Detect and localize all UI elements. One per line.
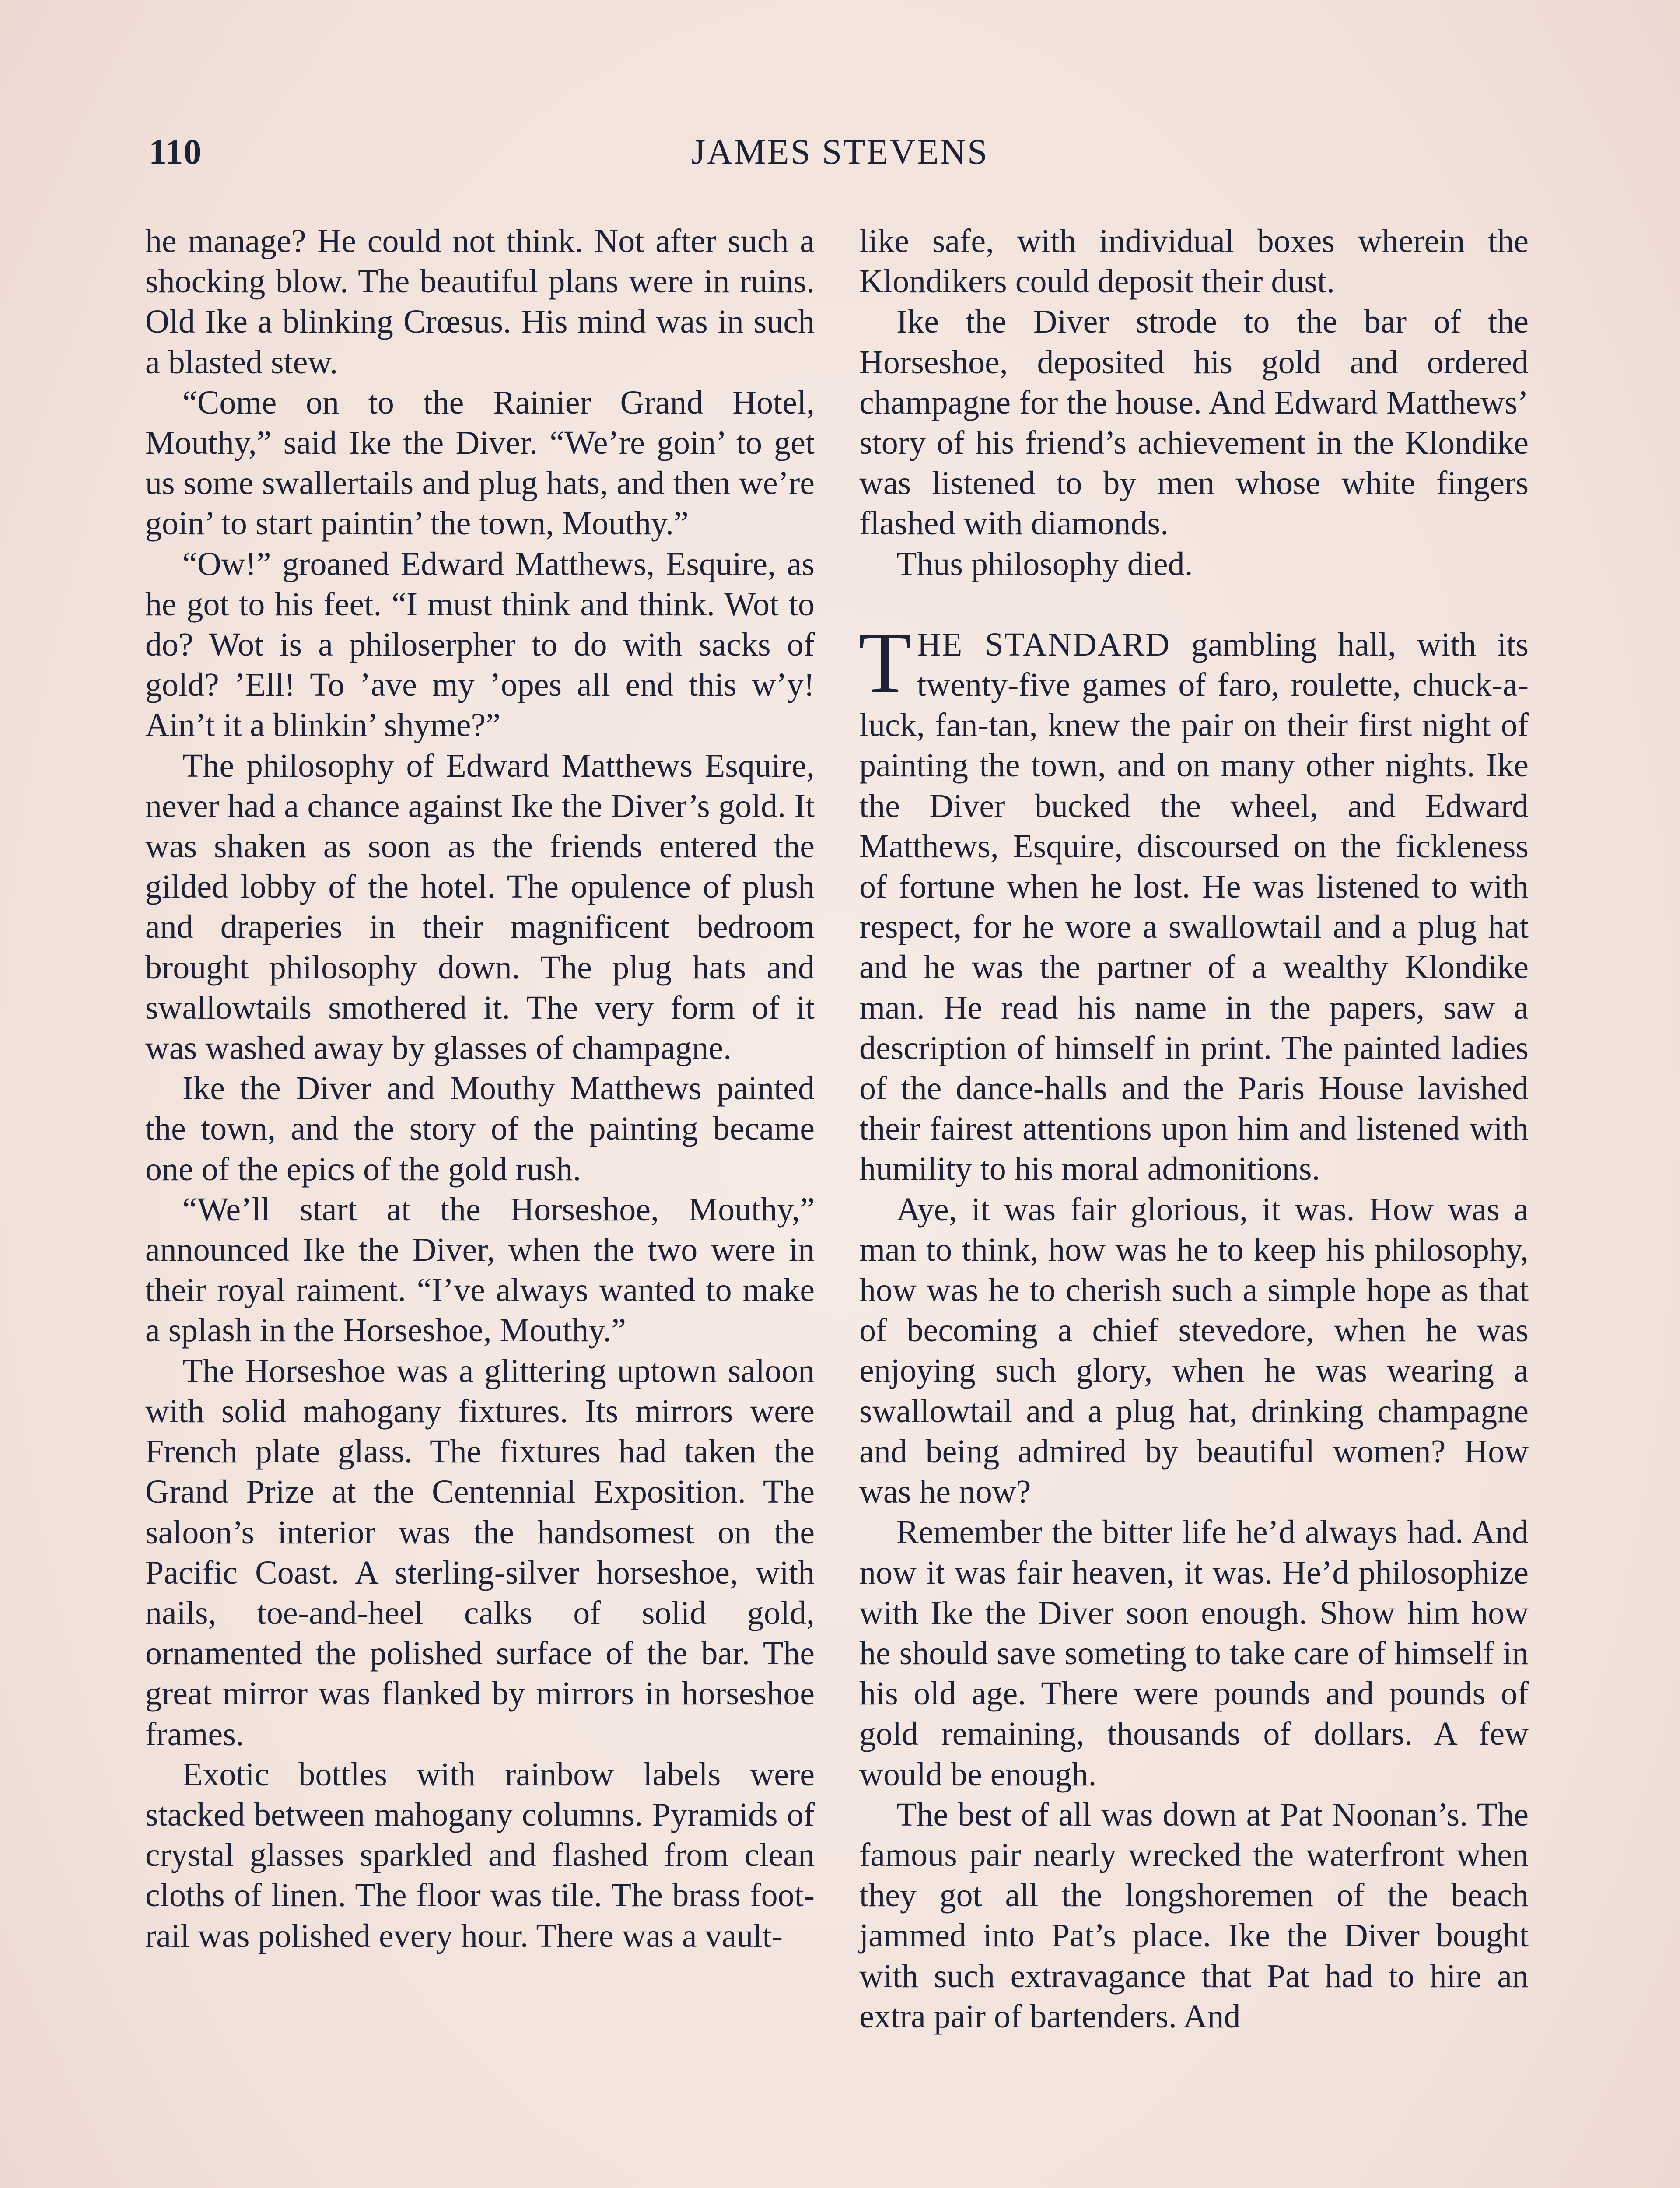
paragraph: Remember the bitter life he’d always had. And now it was fair heaven, it was. He’d philosophize with Ike the Diver soon enough. Show him how he should save someting to take care of himself in his old age. There were pounds and pounds of gold remaining, thousands of dollars. A few would be enough. (859, 1514, 1529, 1793)
paragraph: Ike the Diver and Mouthy Matthews painted the town, and the story of the painting became one of the epics of the gold rush. (145, 1070, 815, 1188)
paragraph: he manage? He could not think. Not after such a shocking blow. The beautiful plans were in ruins. Old Ike a blinking Crœsus. His mind was in such a blasted stew. (145, 223, 815, 381)
lead-caps: HE STANDARD (917, 626, 1171, 663)
running-head: JAMES STEVENS (691, 132, 989, 172)
paragraph: like safe, with individual boxes wherein the Klondikers could deposit their dust. (859, 223, 1529, 300)
paragraph: Ike the Diver strode to the bar of the Horseshoe, deposited his gold and ordered champagne for the house. And Edward Matthews’ story of his friend’s achievement in the Klondike was listened to by men whose white fingers flashed with diamonds. (859, 303, 1529, 542)
page-number: 110 (149, 132, 202, 172)
paragraph: Exotic bottles with rainbow labels were stacked between mahogany columns. Pyramids of crystal glasses sparkled and flashed from clean cloths of linen. The floor was tile. The brass foot-rail was polished every hour. There was a vault- (145, 1756, 815, 1954)
paragraph: “Come on to the Rainier Grand Hotel, Mouthy,” said Ike the Diver. “We’re goin’ to get us some swallertails and plug hats, and then we’re goin’ to start paintin’ the town, Mouthy.” (145, 384, 815, 542)
section-opening-paragraph (858, 614, 1529, 1189)
paragraph: “Ow!” groaned Edward Matthews, Esquire, as he got to his feet. “I must think and think. Wot to do? Wot is a philoserpher to do with sacks of gold? ’Ell! To ’ave my ’opes all end this w’y! Ain’t it a blinkin’ shyme?” (145, 545, 815, 744)
section-break (859, 584, 1529, 624)
section-opening-text: gambling hall, with its twenty-five games of faro, roulette, chuck-a-luck, fan-tan, knew the pair on their first night of painting the town, and on many other nights. Ike the Diver bucked the wheel, and Edward Matthews, Esquire, discoursed on the fickleness of fortune when he lost. He was listened to with respect, for he wore a swallowtail and a plug hat and he was the partner of a wealthy Klondike man. He read his name in the papers, saw a description of himself in print. The painted ladies of the dance-halls and the Paris House lavished their fairest attentions upon him and listened with humility to his moral admonitions. (859, 626, 1529, 1188)
paragraph: “We’ll start at the Horseshoe, Mouthy,” announced Ike the Diver, when the two were in their royal raiment. “I’ve always wanted to make a splash in the Horseshoe, Mouthy.” (145, 1191, 815, 1349)
paragraph: The philosophy of Edward Matthews Esquire, never had a chance against Ike the Diver’s gold. It was shaken as soon as the friends entered the gilded lobby of the hotel. The opulence of plush and draperies in their magnificent bedroom brought philosophy down. The plug hats and swallowtails smothered it. The very form of it was washed away by glasses of champagne. (145, 747, 815, 1067)
left-column (145, 221, 815, 1956)
right-column (859, 221, 1529, 2037)
drop-cap: T (858, 614, 912, 711)
paragraph: The best of all was down at Pat Noonan’s. The famous pair nearly wrecked the waterfront when they got all the longshoremen of the beach jammed into Pat’s place. Ike the Diver bought with such extravagance that Pat had to hire an extra pair of bartenders. And (859, 1796, 1529, 2035)
paragraph: Thus philosophy died. (896, 545, 1193, 582)
paragraph: Aye, it was fair glorious, it was. How was a man to think, how was he to keep his philosophy, how was he to cherish such a simple hope as that of becoming a chief stevedore, when he was enjoying such glory, when he was wearing a swallowtail and a plug hat, drinking champagne and being admired by beautiful women? How was he now? (859, 1191, 1529, 1511)
paragraph: The Horseshoe was a glittering uptown saloon with solid mahogany fixtures. Its mirrors were French plate glass. The fixtures had taken the Grand Prize at the Centennial Exposition. The saloon’s interior was the handsomest on the Pacific Coast. A sterling-silver horseshoe, with nails, toe-and-heel calks of solid gold, ornamented the polished surface of the bar. The great mirror was flanked by mirrors in horseshoe frames. (145, 1352, 815, 1753)
